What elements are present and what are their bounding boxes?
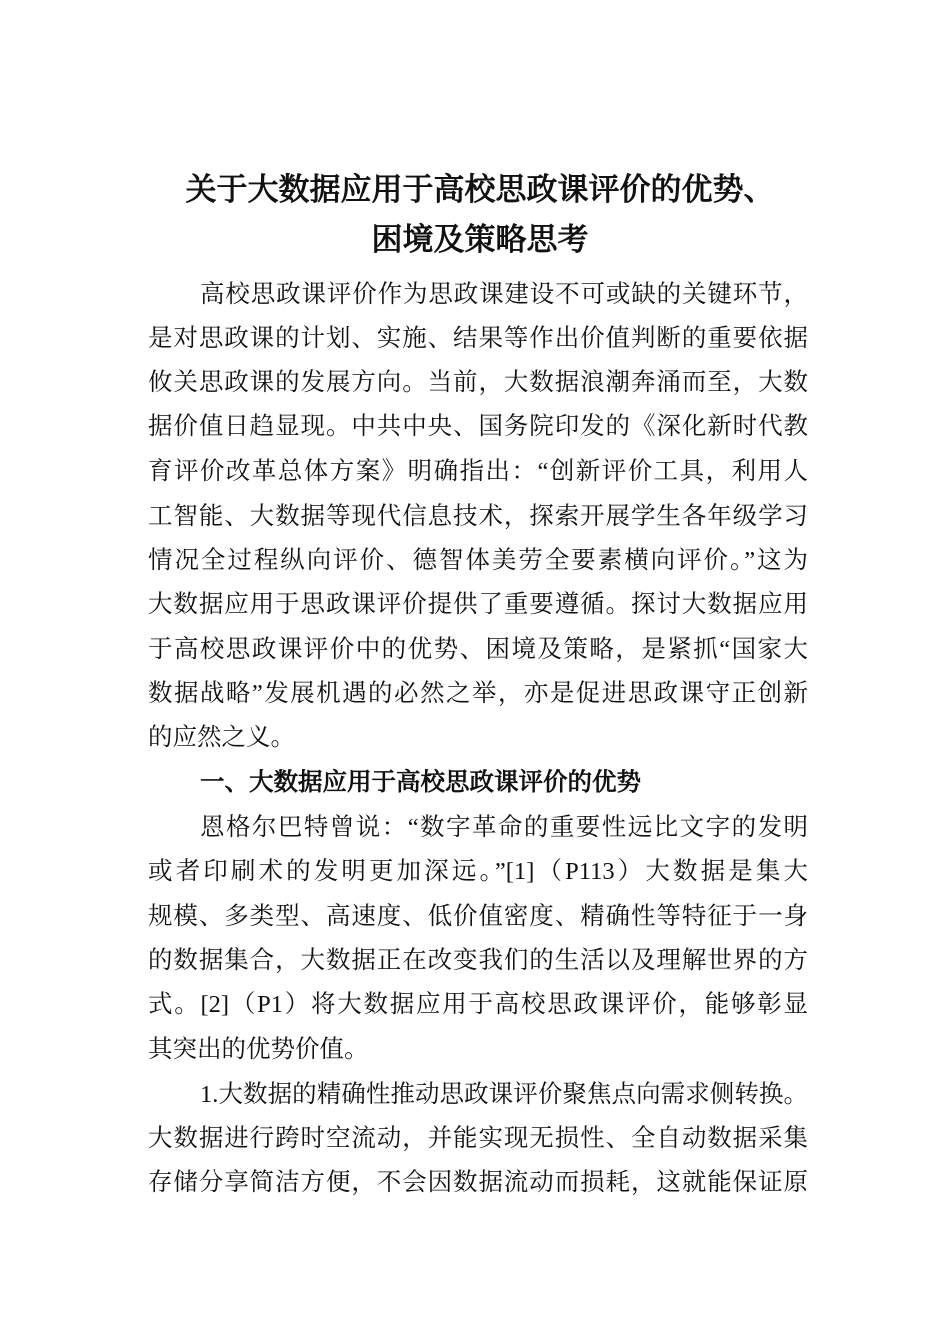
paragraph-line: 大数据进行跨时空流动，并能实现无损性、全自动数据采集 xyxy=(148,1125,808,1152)
paragraph-line: 恩格尔巴特曾说：“数字革命的重要性远比文字的发明 xyxy=(200,814,808,841)
paragraph-line: 式。[2]（P1）将大数据应用于高校思政课评价，能够彰显 xyxy=(148,991,808,1018)
paragraph-line: 其突出的优势价值。 xyxy=(148,1036,369,1063)
paragraph-line: 据价值日趋显现。中共中央、国务院印发的《深化新时代教 xyxy=(148,413,808,440)
section-heading: 一、大数据应用于高校思政课评价的优势 xyxy=(200,769,641,796)
paragraph-line: 情况全过程纵向评价、德智体美劳全要素横向评价。”这为 xyxy=(148,547,808,574)
paragraph-line: 的数据集合，大数据正在改变我们的生活以及理解世界的方 xyxy=(148,947,808,974)
paragraph-line: 攸关思政课的发展方向。当前，大数据浪潮奔涌而至，大数 xyxy=(148,369,808,396)
paragraph-line: 工智能、大数据等现代信息技术，探索开展学生各年级学习 xyxy=(148,503,808,530)
paragraph-line: 大数据应用于思政课评价提供了重要遵循。探讨大数据应用 xyxy=(148,591,808,618)
paragraph-line: 于高校思政课评价中的优势、困境及策略，是紧抓“国家大 xyxy=(148,636,808,663)
document-title-line-2: 困境及策略思考 xyxy=(371,222,589,257)
paragraph-line: 育评价改革总体方案》明确指出：“创新评价工具，利用人 xyxy=(148,458,808,485)
paragraph-line: 1.大数据的精确性推动思政课评价聚焦点向需求侧转换。 xyxy=(200,1081,808,1108)
paragraph-line: 高校思政课评价作为思政课建设不可或缺的关键环节， xyxy=(200,281,808,308)
paragraph-line: 规模、多类型、高速度、低价值密度、精确性等特征于一身 xyxy=(148,903,808,930)
document-title-line-1: 关于大数据应用于高校思政课评价的优势、 xyxy=(185,172,775,207)
paragraph-line: 的应然之义。 xyxy=(148,724,295,751)
paragraph-line: 是对思政课的计划、实施、结果等作出价值判断的重要依据 xyxy=(148,325,808,352)
paragraph-line: 存储分享简洁方便，不会因数据流动而损耗，这就能保证原 xyxy=(148,1169,808,1196)
paragraph-line: 数据战略”发展机遇的必然之举，亦是促进思政课守正创新 xyxy=(148,680,808,707)
paragraph-line: 或者印刷术的发明更加深远。”[1]（P113）大数据是集大 xyxy=(148,858,808,885)
